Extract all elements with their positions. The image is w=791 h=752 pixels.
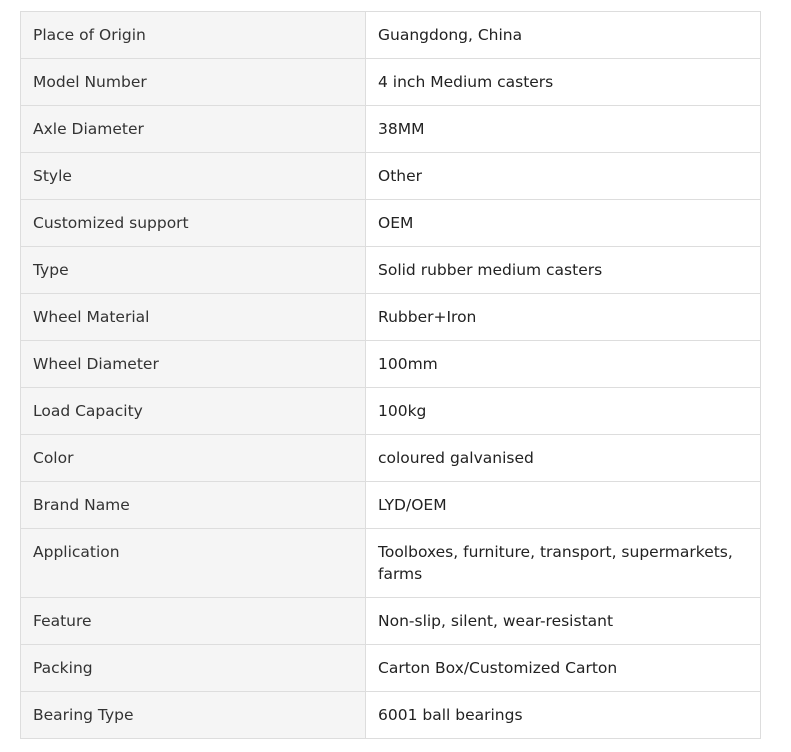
spec-label: Style — [21, 153, 366, 200]
table-row — [21, 388, 761, 435]
table-row — [21, 59, 761, 106]
spec-value: 100kg — [366, 388, 761, 435]
spec-value: 100mm — [366, 341, 761, 388]
spec-label: Axle Diameter — [21, 106, 366, 153]
spec-label: Wheel Material — [21, 294, 366, 341]
spec-value: Rubber+Iron — [366, 294, 761, 341]
table-row — [21, 692, 761, 739]
spec-value: 6001 ball bearings — [366, 692, 761, 739]
spec-label: Brand Name — [21, 482, 366, 529]
table-row — [21, 529, 761, 598]
spec-label: Color — [21, 435, 366, 482]
table-row — [21, 106, 761, 153]
table-row — [21, 598, 761, 645]
spec-label: Place of Origin — [21, 12, 366, 59]
spec-value: 4 inch Medium casters — [366, 59, 761, 106]
spec-value: Solid rubber medium casters — [366, 247, 761, 294]
spec-value: 38MM — [366, 106, 761, 153]
spec-label: Packing — [21, 645, 366, 692]
spec-value: coloured galvanised — [366, 435, 761, 482]
spec-label: Application — [21, 529, 366, 598]
spec-label: Feature — [21, 598, 366, 645]
spec-label: Bearing Type — [21, 692, 366, 739]
spec-label: Model Number — [21, 59, 366, 106]
spec-value: Carton Box/Customized Carton — [366, 645, 761, 692]
spec-value: LYD/OEM — [366, 482, 761, 529]
spec-label: Type — [21, 247, 366, 294]
table-row — [21, 341, 761, 388]
spec-label: Customized support — [21, 200, 366, 247]
table-row — [21, 482, 761, 529]
table-row — [21, 435, 761, 482]
spec-value: Toolboxes, furniture, transport, supermarkets, farms — [366, 529, 761, 598]
table-row — [21, 200, 761, 247]
table-row — [21, 645, 761, 692]
spec-value: Other — [366, 153, 761, 200]
table-row — [21, 247, 761, 294]
product-spec-table — [20, 11, 761, 739]
spec-label: Wheel Diameter — [21, 341, 366, 388]
spec-value: OEM — [366, 200, 761, 247]
spec-label: Load Capacity — [21, 388, 366, 435]
table-row — [21, 12, 761, 59]
spec-value: Guangdong, China — [366, 12, 761, 59]
table-row — [21, 294, 761, 341]
spec-value: Non-slip, silent, wear-resistant — [366, 598, 761, 645]
table-row — [21, 153, 761, 200]
